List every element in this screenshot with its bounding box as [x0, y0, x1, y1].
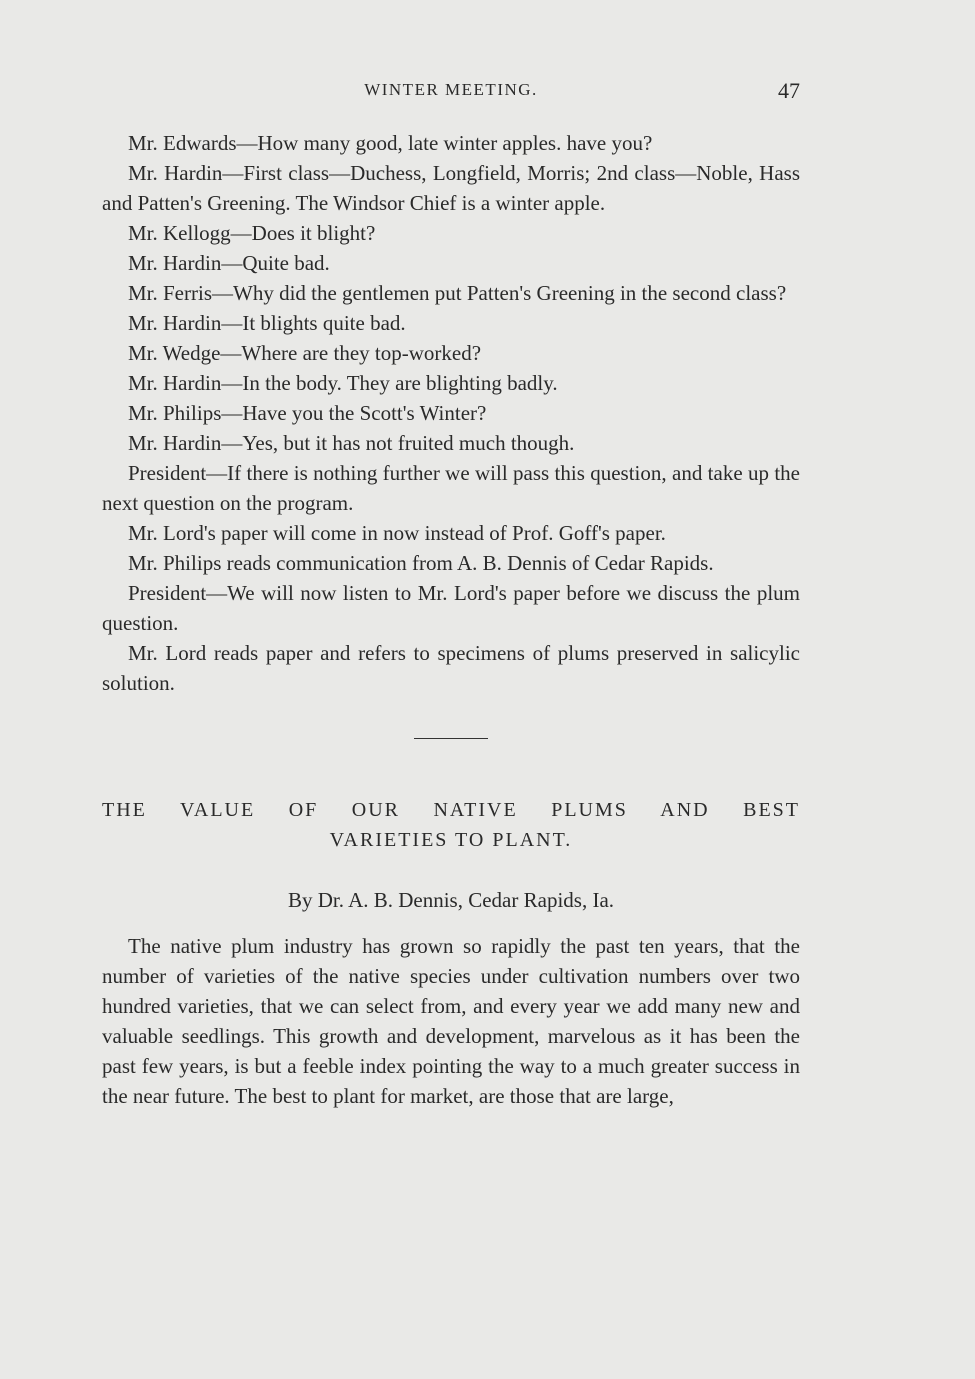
dialogue-paragraph: Mr. Kellogg—Does it blight? [128, 221, 376, 245]
article-title [102, 795, 800, 855]
meeting-dialogue [102, 128, 800, 698]
dialogue-paragraph: Mr. Hardin—First class—Duchess, Longfield, Morris; 2nd class—Noble, Hass and Patten's Greening. The Windsor Chief is a winter apple. [102, 161, 800, 215]
dialogue-paragraph: President—If there is nothing further we will pass this question, and take up the next question on the program. [102, 461, 800, 515]
article-body [102, 931, 800, 1111]
article-title-line-1: THE VALUE OF OUR NATIVE PLUMS AND BEST [102, 799, 800, 821]
dialogue-paragraph: Mr. Philips—Have you the Scott's Winter? [128, 401, 487, 425]
dialogue-paragraph: Mr. Hardin—Yes, but it has not fruited much though. [128, 431, 575, 455]
running-title: WINTER MEETING. [364, 80, 538, 99]
running-head [102, 78, 800, 106]
page-number: 47 [778, 78, 800, 103]
dialogue-paragraph: Mr. Lord reads paper and refers to specimens of plums preserved in salicylic solution. [102, 641, 800, 695]
dialogue-paragraph: Mr. Hardin—In the body. They are blighting badly. [128, 371, 558, 395]
dialogue-paragraph: Mr. Edwards—How many good, late winter apples. have you? [128, 131, 653, 155]
article-title-line-2: VARIETIES TO PLANT. [329, 829, 573, 851]
dialogue-paragraph: Mr. Philips reads communication from A. B. Dennis of Cedar Rapids. [128, 551, 714, 575]
article-paragraph: The native plum industry has grown so rapidly the past ten years, that the number of varieties of the native species under cultivation numbers over two hundred varieties, that we can select from, and every year we add many new and valuable seedlings. This growth and development, marvelous as it has been the past few years, is but a feeble index pointing the way to a much greater success in the near future. The best to plant for market, are those that are large, [102, 934, 800, 1108]
dialogue-paragraph: Mr. Ferris—Why did the gentlemen put Patten's Greening in the second class? [128, 281, 787, 305]
dialogue-paragraph: Mr. Hardin—Quite bad. [128, 251, 330, 275]
section-divider-rule [414, 738, 488, 739]
dialogue-paragraph: President—We will now listen to Mr. Lord's paper before we discuss the plum question. [102, 581, 800, 635]
dialogue-paragraph: Mr. Hardin—It blights quite bad. [128, 311, 406, 335]
book-page [102, 78, 800, 1111]
dialogue-paragraph: Mr. Wedge—Where are they top-worked? [128, 341, 482, 365]
article-byline: By Dr. A. B. Dennis, Cedar Rapids, Ia. [287, 888, 615, 912]
dialogue-paragraph: Mr. Lord's paper will come in now instead of Prof. Goff's paper. [128, 521, 666, 545]
